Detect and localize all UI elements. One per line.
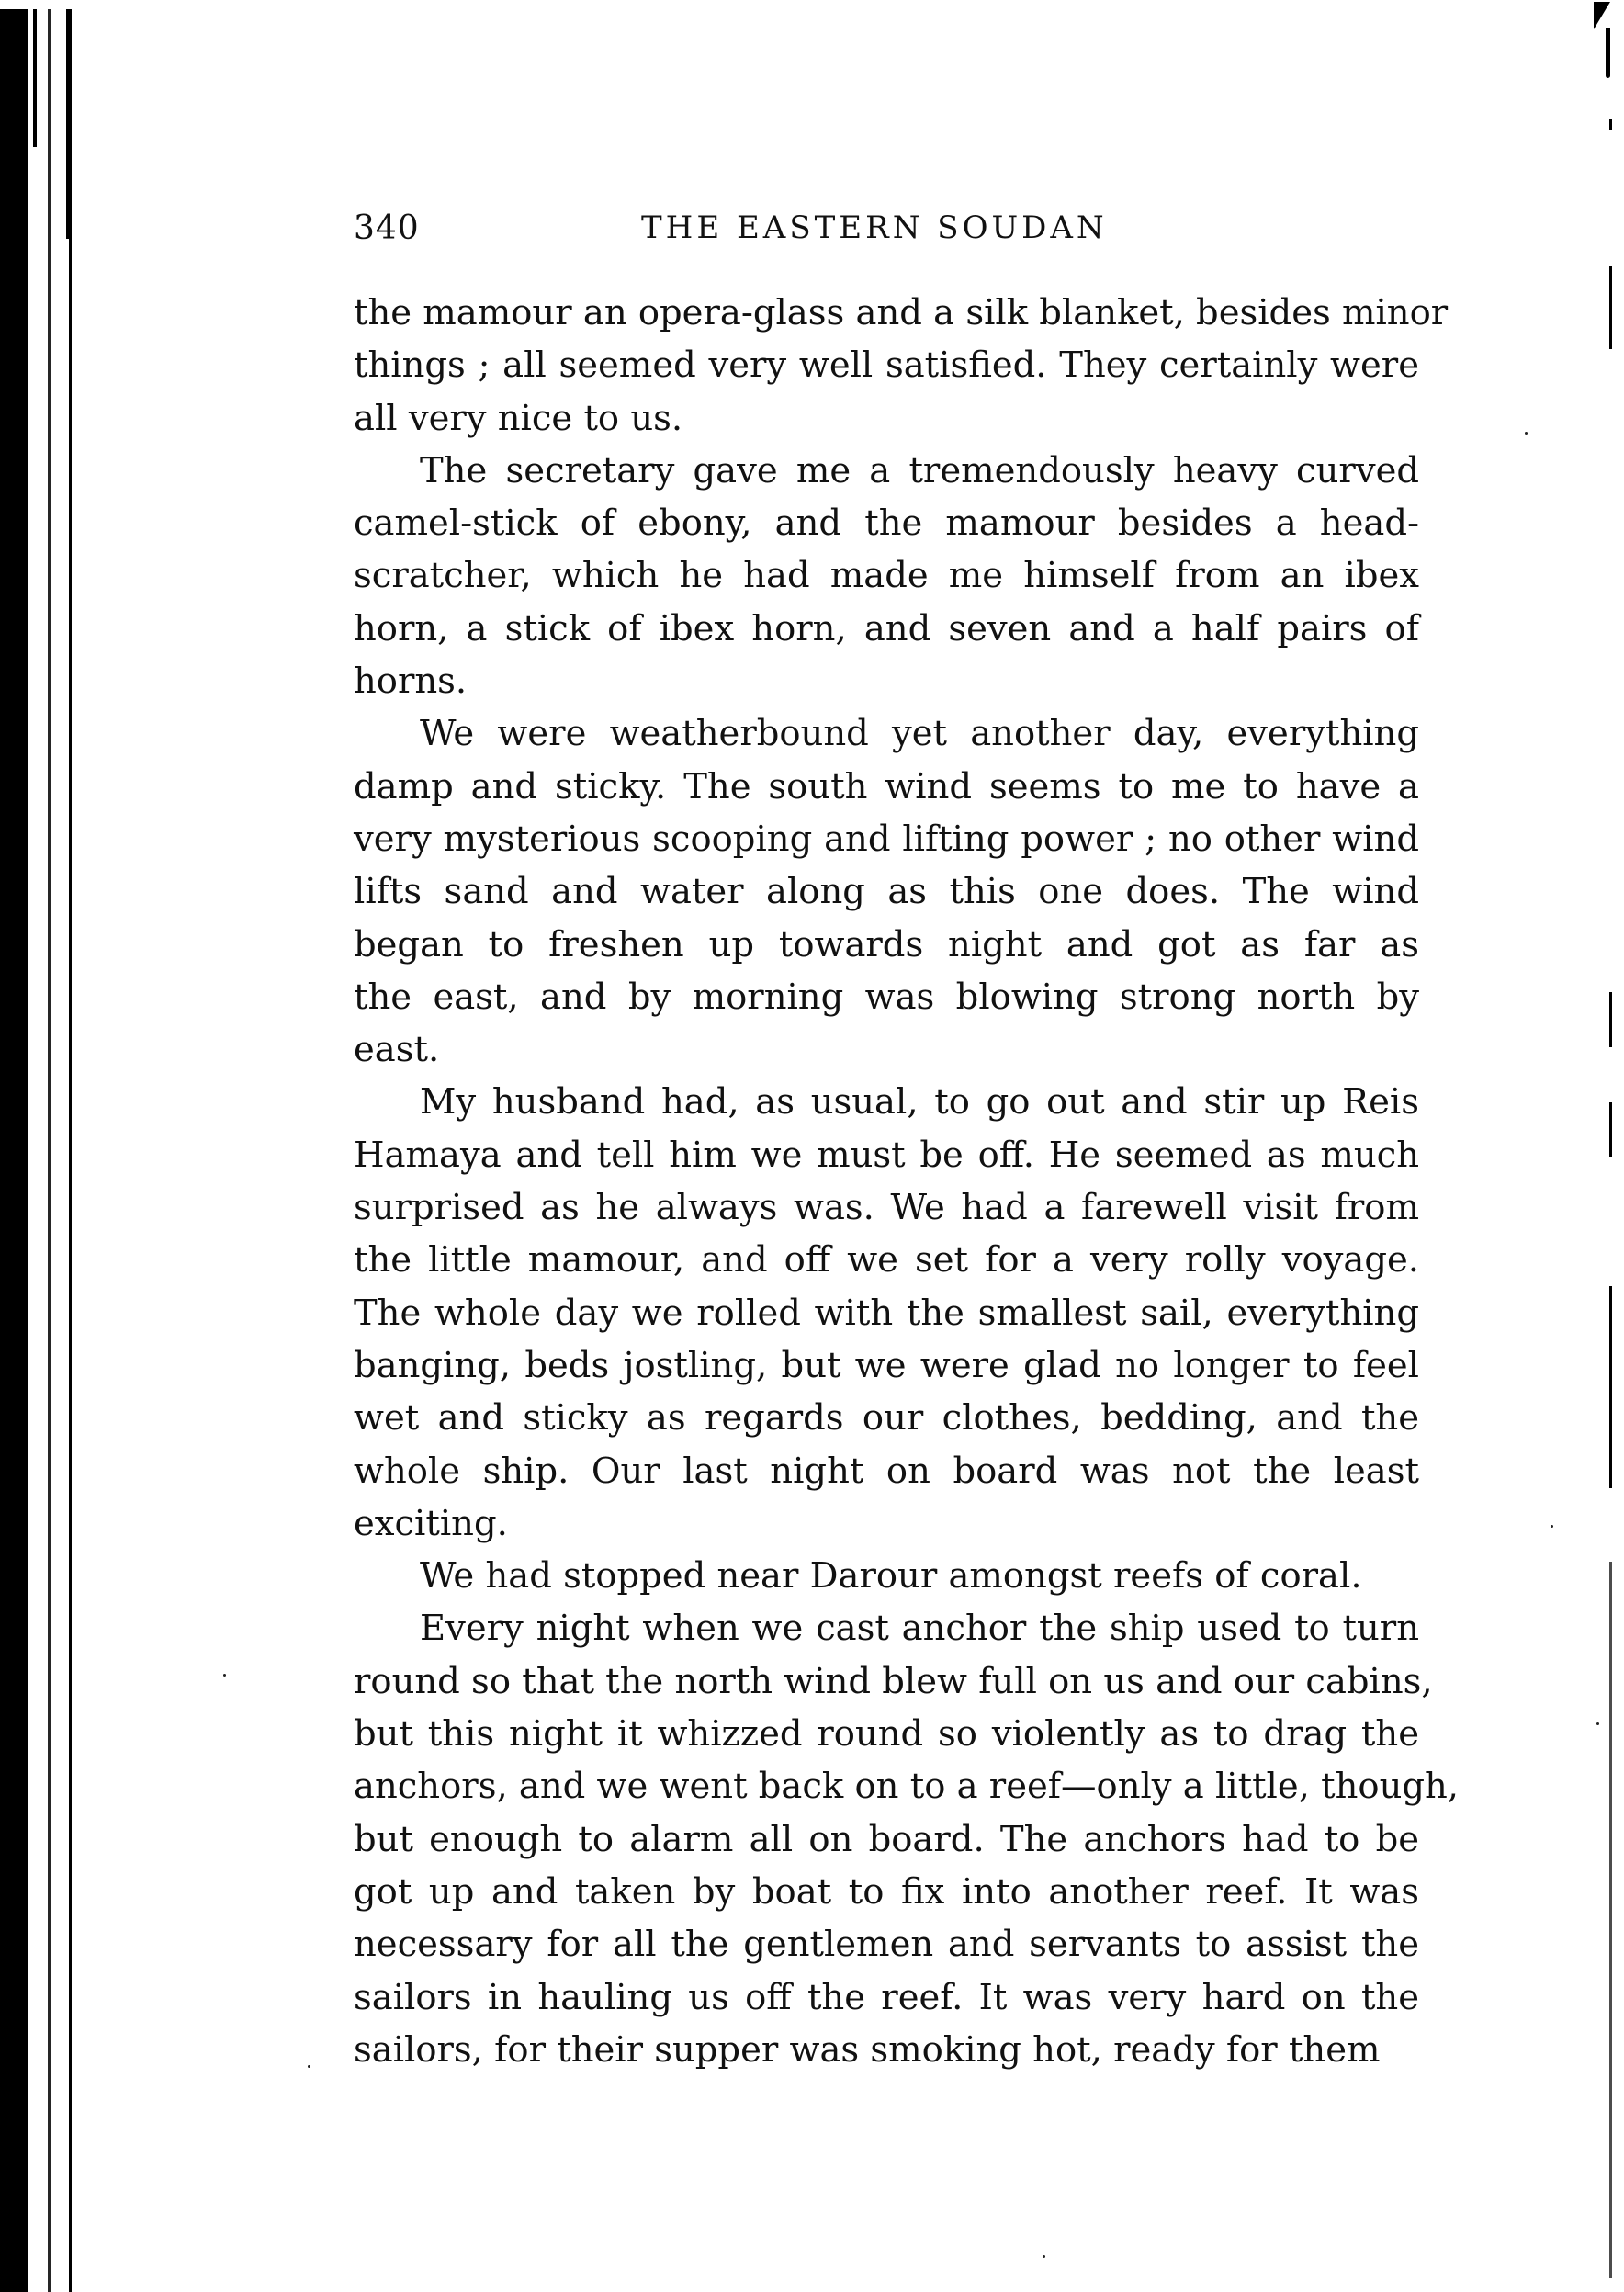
binding-shadow-line — [33, 9, 37, 147]
text-line: My husband had, as usual, to go out and stir up Reis — [420, 1081, 1419, 1123]
scan-speck — [308, 2065, 310, 2068]
paragraph — [354, 1076, 1419, 1550]
binding-shadow-line — [66, 9, 72, 239]
text-line: banging, beds jostling, but we were glad no longer to feel — [354, 1344, 1419, 1386]
text-line: anchors, and we went back on to a reef—only a little, though, — [354, 1766, 1460, 1808]
page-edge-mark — [1609, 1286, 1612, 1488]
text-line: the east, and by morning was blowing strong north by — [354, 976, 1419, 1018]
paragraph — [354, 1550, 1419, 1602]
paragraph — [354, 445, 1419, 707]
text-line: began to freshen up towards night and got as far as — [354, 923, 1419, 965]
text-line: all very nice to us. — [354, 397, 683, 439]
text-line: sailors, for their supper was smoking hot, ready for them — [354, 2028, 1381, 2071]
text-line: the mamour an opera-glass and a silk blanket, besides minor — [354, 292, 1449, 333]
text-line: We were weatherbound yet another day, everything — [420, 713, 1419, 755]
text-line: horn, a stick of ibex horn, and seven and a half pairs of — [354, 607, 1419, 649]
scan-speck — [1525, 432, 1528, 435]
page-edge-mark — [1594, 2, 1610, 29]
text-line: wet and sticky as regards our clothes, bedding, and the — [354, 1397, 1419, 1440]
binding-shadow-line — [48, 9, 51, 2292]
page-edge-mark — [1606, 28, 1610, 78]
text-line: Hamaya and tell him we must be off. He seemed as much — [354, 1134, 1419, 1176]
text-line: The whole day we rolled with the smallest sail, everything — [354, 1292, 1419, 1334]
text-line: the little mamour, and off we set for a very rolly voyage. — [354, 1239, 1419, 1281]
binding-shadow-line — [69, 230, 72, 2292]
text-line: Every night when we cast anchor the ship used to turn — [420, 1608, 1419, 1650]
text-line: got up and taken by boat to fix into another reef. It was — [354, 1870, 1419, 1913]
text-line: but this night it whizzed round so violently as to drag the — [354, 1713, 1419, 1756]
text-line: We had stopped near Darour amongst reefs of coral. — [420, 1555, 1362, 1598]
scan-speck — [1043, 2255, 1045, 2258]
running-head — [354, 209, 1424, 255]
text-line: horns. — [354, 661, 468, 703]
page-number: 340 — [354, 209, 420, 247]
running-title: THE EASTERN SOUDAN — [641, 209, 1108, 246]
text-line: very mysterious scooping and lifting power ; no other wind — [354, 818, 1419, 860]
paragraph — [354, 287, 1449, 445]
paragraph — [354, 1602, 1460, 2076]
paragraph — [354, 707, 1419, 1076]
text-line: east. — [354, 1029, 440, 1071]
text-line: surprised as he always was. We had a farewell visit from — [354, 1187, 1419, 1229]
text-line: camel-stick of ebony, and the mamour besides a head- — [354, 502, 1419, 545]
binding-shadow — [0, 9, 28, 2292]
text-line: necessary for all the gentlemen and servants to assist the — [354, 1924, 1419, 1966]
page-edge-mark — [1609, 1102, 1612, 1157]
scan-speck — [1596, 1722, 1599, 1725]
text-line: damp and sticky. The south wind seems to me to have a — [354, 765, 1419, 807]
text-line: sailors in hauling us off the reef. It was very hard on the — [354, 1976, 1419, 2018]
text-line: whole ship. Our last night on board was not the least — [354, 1450, 1419, 1492]
page-edge-mark — [1609, 119, 1612, 130]
page-edge-mark — [1609, 266, 1612, 349]
text-line: round so that the north wind blew full on us and our cabins, — [354, 1660, 1433, 1702]
scan-speck — [1551, 1525, 1553, 1528]
text-line: scratcher, which he had made me himself from an ibex — [354, 555, 1419, 597]
text-line: lifts sand and water along as this one does. The wind — [354, 871, 1419, 913]
text-line: exciting. — [354, 1502, 508, 1544]
text-line: but enough to alarm all on board. The anchors had to be — [354, 1818, 1419, 1860]
scan-speck — [223, 1674, 226, 1677]
text-line: The secretary gave me a tremendously heavy curved — [420, 449, 1419, 491]
text-line: things ; all seemed very well satisfied. They certainly were — [354, 344, 1419, 387]
body-text — [354, 287, 1460, 2076]
page-edge-mark — [1609, 992, 1612, 1047]
page-edge-mark — [1609, 1562, 1612, 2278]
